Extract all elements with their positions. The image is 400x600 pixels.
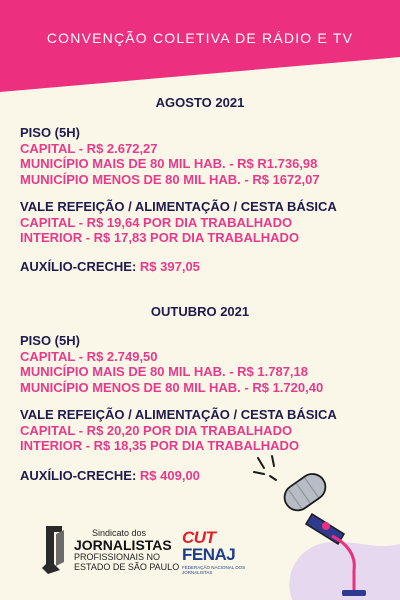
piso-label: PISO (5H) (20, 333, 80, 348)
sindicato-logo-icon (40, 524, 68, 576)
august-piso-block (20, 125, 390, 187)
october-piso-block (20, 333, 390, 395)
sindicato-logo (40, 522, 180, 578)
piso-municipio-mais: MUNICÍPIO MAIS DE 80 MIL HAB. - R$ 1.787,18 (20, 364, 308, 379)
vale-interior: INTERIOR - R$ 18,35 POR DIA TRABALHADO (20, 438, 300, 453)
cut-logo: CUT (182, 528, 216, 547)
october-vale-block (20, 407, 390, 454)
creche-label: AUXÍLIO-CRECHE: (20, 259, 137, 274)
vale-label: VALE REFEIÇÃO / ALIMENTAÇÃO / CESTA BÁSICA (20, 407, 337, 422)
piso-label: PISO (5H) (20, 125, 80, 140)
microphone-icon (252, 452, 400, 600)
august-creche-block (20, 259, 390, 275)
sindicato-line3: PROFISSIONAIS NO (74, 552, 161, 562)
fenaj-subtitle: FEDERAÇÃO NACIONAL DOS JORNALISTAS (182, 565, 246, 575)
vale-capital: CAPITAL - R$ 20,20 POR DIA TRABALHADO (20, 422, 293, 438)
vale-label: VALE REFEIÇÃO / ALIMENTAÇÃO / CESTA BÁSICA (20, 199, 337, 214)
sindicato-line2: JORNALISTAS (74, 537, 172, 553)
fenaj-logo: FENAJ (182, 545, 236, 564)
piso-municipio-menos: MUNICÍPIO MENOS DE 80 MIL HAB. - R$ 1.720,40 (20, 379, 324, 395)
piso-municipio-menos: MUNICÍPIO MENOS DE 80 MIL HAB. - R$ 1672,07 (20, 171, 320, 187)
sindicato-line1: Sindicato dos (92, 528, 147, 538)
creche-value: R$ 409,00 (139, 468, 200, 483)
page-title: CONVENÇÃO COLETIVA DE RÁDIO E TV (46, 30, 354, 46)
sindicato-line4: ESTADO DE SÃO PAULO (74, 562, 180, 572)
cut-fenaj-logo (182, 528, 262, 578)
header-band (0, 0, 400, 92)
creche-label: AUXÍLIO-CRECHE: (20, 468, 137, 483)
creche-value: R$ 397,05 (139, 259, 200, 274)
section-title-august: AGOSTO 2021 (155, 95, 245, 110)
august-vale-block (20, 199, 390, 246)
vale-interior: INTERIOR - R$ 17,83 POR DIA TRABALHADO (20, 230, 300, 245)
vale-capital: CAPITAL - R$ 19,64 POR DIA TRABALHADO (20, 214, 293, 230)
piso-municipio-mais: MUNICÍPIO MAIS DE 80 MIL HAB. - R$ R1.736,98 (20, 156, 318, 171)
piso-capital: CAPITAL - R$ 2.749,50 (20, 348, 158, 364)
piso-capital: CAPITAL - R$ 2.672,27 (20, 140, 158, 156)
section-title-october: OUTUBRO 2021 (150, 304, 250, 319)
